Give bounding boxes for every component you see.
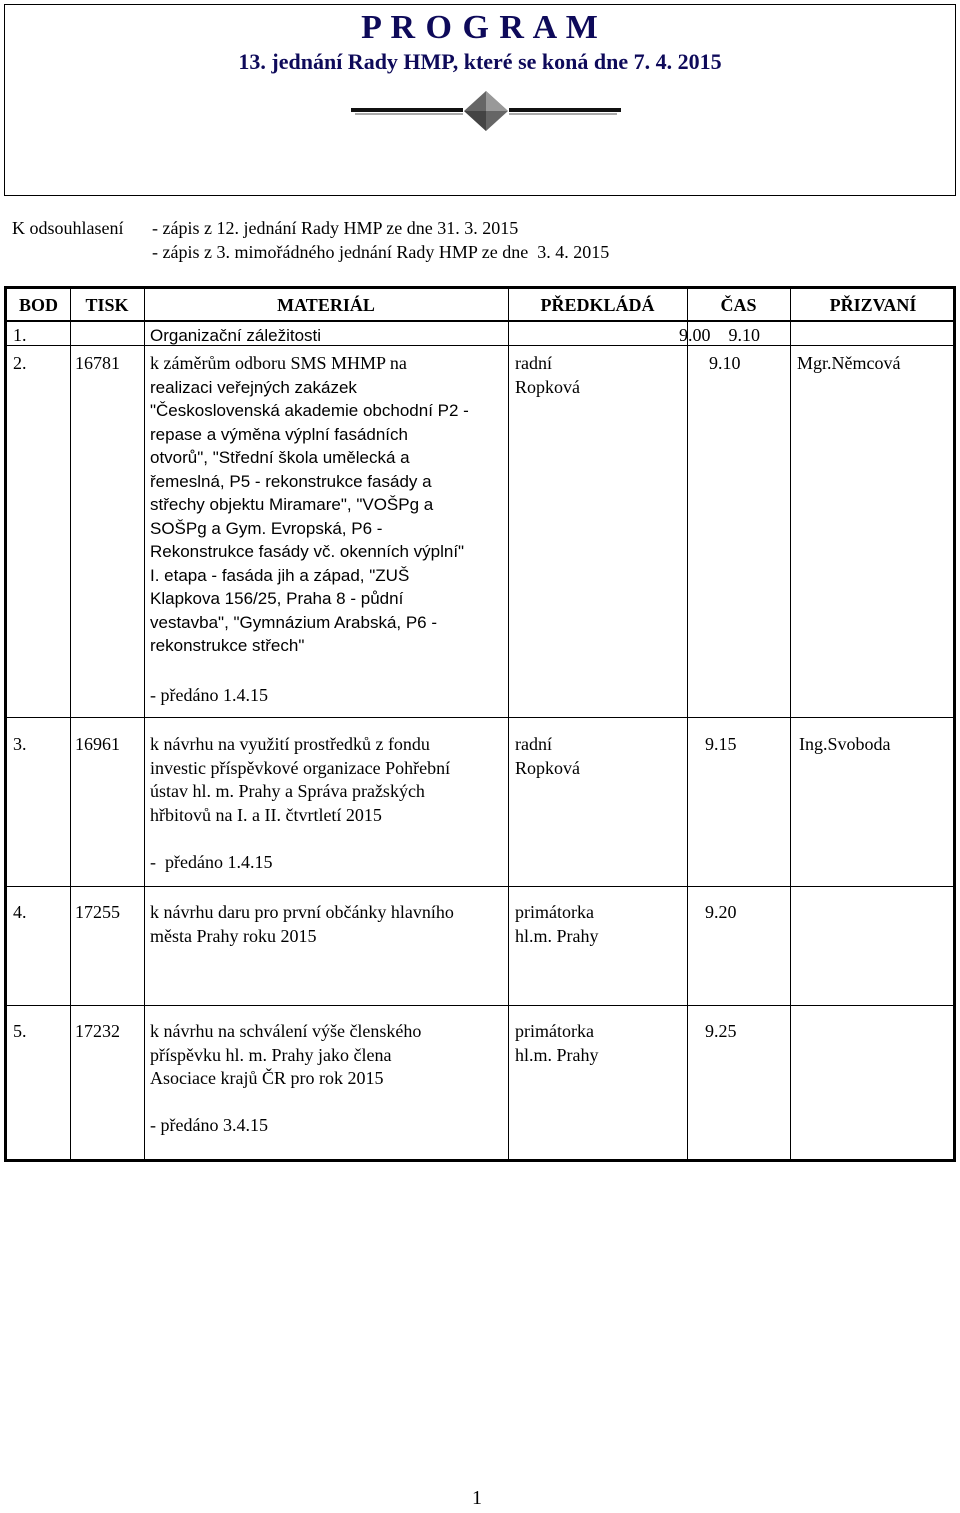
column-header-material: MATERIÁL bbox=[277, 295, 375, 315]
row-1-bod: 1. bbox=[13, 325, 27, 345]
column-header-bod: BOD bbox=[18, 295, 58, 315]
row-3-bod: 3. bbox=[13, 734, 27, 754]
row-5-bod: 5. bbox=[13, 1021, 27, 1041]
row-4-tisk: 17255 bbox=[75, 902, 120, 922]
header-divider bbox=[7, 320, 953, 322]
meeting-subtitle: 13. jednání Rady HMP, které se koná dne 7. 4. 2015 bbox=[238, 49, 722, 74]
column-divider bbox=[508, 289, 509, 1159]
program-header bbox=[4, 4, 956, 196]
column-divider bbox=[144, 289, 145, 1159]
row-divider bbox=[7, 345, 953, 346]
column-header-cas: ČAS bbox=[720, 295, 757, 315]
page-number: 1 bbox=[472, 1487, 482, 1509]
row-2-tisk: 16781 bbox=[75, 353, 120, 373]
row-divider bbox=[7, 886, 953, 887]
column-header-predklada: PŘEDKLÁDÁ bbox=[540, 295, 655, 315]
row-2-bod: 2. bbox=[13, 353, 27, 373]
row-2-cas: 9.10 bbox=[709, 353, 741, 373]
row-4-predklada: primátorka hl.m. Prahy bbox=[515, 902, 599, 946]
row-1-material: Organizační záležitosti bbox=[150, 326, 322, 345]
row-5-cas: 9.25 bbox=[705, 1021, 737, 1041]
row-2-material: k záměrům odboru SMS MHMP na realizaci veřejných zakázek "Československá akademie obchodní P2 - repase a výměna výplní fasádních otvorů", "Střední škola umělecká a řemeslná, P5 - rekonstrukce fasády a střechy objektu Miramare", "VOŠPg a SOŠPg a Gym. Evropská, P6 - Rekonstrukce fasády vč. okenních výplní" I. etapa - fasáda jih a západ, "ZUŠ Klapkova 156/25, Praha 8 - půdní vestavba", "Gymnázium Arabská, P6 - rekonstrukce střech" bbox=[150, 353, 469, 655]
row-2-predklada: radní Ropková bbox=[515, 353, 580, 397]
column-divider bbox=[70, 289, 71, 1159]
approval-item: - zápis z 12. jednání Rady HMP ze dne 31. 3. 2015 bbox=[152, 218, 519, 238]
row-3-cas: 9.15 bbox=[705, 734, 737, 754]
approval-label: K odsouhlasení bbox=[12, 218, 124, 238]
approval-row-2 bbox=[12, 240, 609, 264]
row-5-tisk: 17232 bbox=[75, 1021, 120, 1041]
row-divider bbox=[7, 717, 953, 718]
row-5-predklada: primátorka hl.m. Prahy bbox=[515, 1021, 599, 1065]
row-5-predano: - předáno 3.4.15 bbox=[150, 1115, 268, 1135]
row-2-prizvani: Mgr.Němcová bbox=[797, 353, 901, 373]
row-1-cas: 9.00 9.10 bbox=[679, 325, 760, 345]
column-divider bbox=[790, 289, 791, 1159]
row-4-cas: 9.20 bbox=[705, 902, 737, 922]
row-3-predklada: radní Ropková bbox=[515, 734, 580, 778]
approval-section bbox=[12, 216, 609, 264]
row-divider bbox=[7, 1005, 953, 1006]
row-2-predano: - předáno 1.4.15 bbox=[150, 685, 268, 705]
approval-row-1 bbox=[12, 216, 609, 240]
diamond-ornament-icon bbox=[351, 89, 621, 135]
program-table bbox=[4, 286, 956, 1162]
page-title: P R O G R A M bbox=[361, 9, 599, 46]
approval-item: - zápis z 3. mimořádného jednání Rady HMP ze dne 3. 4. 2015 bbox=[152, 242, 610, 262]
row-3-material: k návrhu na využití prostředků z fondu investic příspěvkové organizace Pohřební ústav hl. m. Prahy a Správa pražských hřbitovů na I. a II. čtvrtletí 2015 bbox=[150, 734, 451, 825]
row-5-material: k návrhu na schválení výše členského příspěvku hl. m. Prahy jako člena Asociace krajů ČR pro rok 2015 bbox=[150, 1021, 422, 1088]
column-header-tisk: TISK bbox=[85, 295, 129, 315]
row-4-bod: 4. bbox=[13, 902, 27, 922]
row-3-predano: - předáno 1.4.15 bbox=[150, 852, 273, 872]
row-3-tisk: 16961 bbox=[75, 734, 120, 754]
column-divider bbox=[687, 289, 688, 1159]
row-4-material: k návrhu daru pro první občánky hlavního města Prahy roku 2015 bbox=[150, 902, 454, 946]
row-3-prizvani: Ing.Svoboda bbox=[799, 734, 891, 754]
column-header-prizvani: PŘIZVANÍ bbox=[829, 295, 917, 315]
